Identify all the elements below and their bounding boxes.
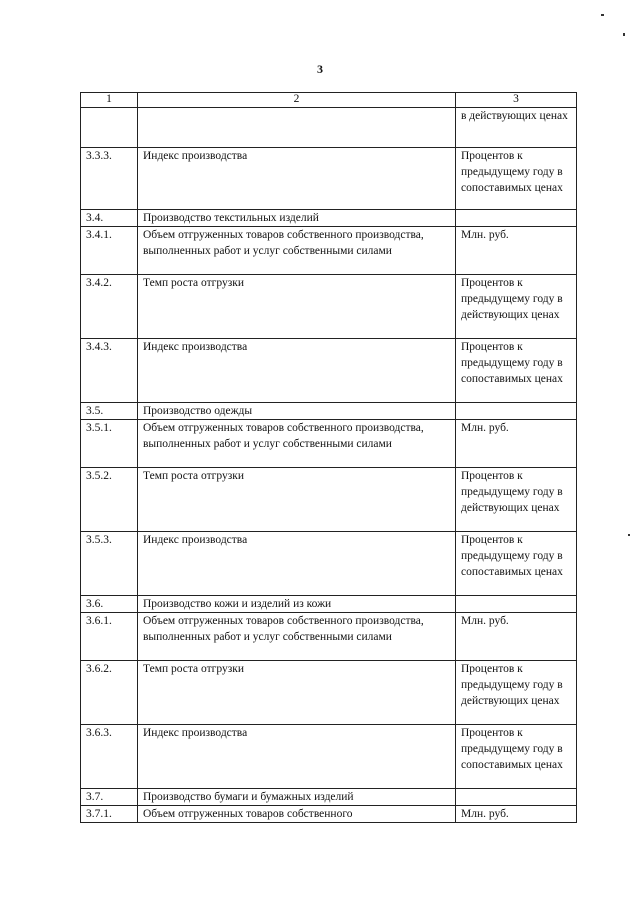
row-number: 3.6. (81, 596, 138, 613)
row-number: 3.5.1. (81, 420, 138, 468)
row-unit: Процентов к предыдущему году в сопоставимых ценах (456, 339, 577, 403)
table-row (81, 420, 577, 468)
table-row (81, 108, 577, 148)
row-indicator-name: Индекс производства (138, 148, 456, 210)
page-number: 3 (317, 62, 323, 76)
row-number: 3.7.1. (81, 806, 138, 823)
table-row (81, 725, 577, 789)
row-number (81, 108, 138, 148)
row-number: 3.7. (81, 789, 138, 806)
row-unit: Млн. руб. (456, 806, 577, 823)
row-indicator-name: Темп роста отгрузки (138, 468, 456, 532)
row-unit: Млн. руб. (456, 227, 577, 275)
table-row (81, 339, 577, 403)
row-unit (456, 210, 577, 227)
row-unit (456, 596, 577, 613)
scan-speck (628, 534, 630, 536)
table-row (81, 227, 577, 275)
row-unit: Процентов к предыдущему году в действующих ценах (456, 468, 577, 532)
row-number: 3.5. (81, 403, 138, 420)
row-number: 3.4.3. (81, 339, 138, 403)
row-unit: Млн. руб. (456, 420, 577, 468)
row-number: 3.5.2. (81, 468, 138, 532)
row-number: 3.6.3. (81, 725, 138, 789)
row-indicator-name: Производство текстильных изделий (138, 210, 456, 227)
row-unit: Процентов к предыдущему году в сопоставимых ценах (456, 148, 577, 210)
row-unit (456, 789, 577, 806)
table-row (81, 789, 577, 806)
row-number: 3.4.2. (81, 275, 138, 339)
row-indicator-name: Темп роста отгрузки (138, 275, 456, 339)
row-number: 3.5.3. (81, 532, 138, 596)
column-header-unit: 3 (456, 93, 577, 108)
column-header-name: 2 (138, 93, 456, 108)
row-number: 3.6.2. (81, 661, 138, 725)
row-indicator-name: Индекс производства (138, 532, 456, 596)
row-indicator-name: Производство одежды (138, 403, 456, 420)
row-number: 3.4. (81, 210, 138, 227)
table-row (81, 532, 577, 596)
row-unit: Процентов к предыдущему году в действующих ценах (456, 661, 577, 725)
table-row (81, 275, 577, 339)
row-indicator-name: Объем отгруженных товаров собственного (138, 806, 456, 823)
row-number: 3.3.3. (81, 148, 138, 210)
table-row (81, 596, 577, 613)
row-unit: Процентов к предыдущему году в действующих ценах (456, 275, 577, 339)
table-row (81, 806, 577, 823)
table-row (81, 661, 577, 725)
table-row (81, 613, 577, 661)
row-unit: в действующих ценах (456, 108, 577, 148)
row-unit: Процентов к предыдущему году в сопоставимых ценах (456, 725, 577, 789)
table-row (81, 468, 577, 532)
table-header-row (81, 93, 577, 108)
row-indicator-name: Объем отгруженных товаров собственного производства, выполненных работ и услуг собственными силами (138, 420, 456, 468)
scan-speck (623, 33, 625, 36)
scan-speck (601, 14, 604, 16)
table-body (81, 108, 577, 823)
column-header-number: 1 (81, 93, 138, 108)
row-indicator-name: Объем отгруженных товаров собственного производства, выполненных работ и услуг собственными силами (138, 227, 456, 275)
row-indicator-name: Объем отгруженных товаров собственного производства, выполненных работ и услуг собственными силами (138, 613, 456, 661)
row-indicator-name: Индекс производства (138, 339, 456, 403)
table-row (81, 403, 577, 420)
row-indicator-name: Производство бумаги и бумажных изделий (138, 789, 456, 806)
row-unit: Млн. руб. (456, 613, 577, 661)
row-indicator-name: Индекс производства (138, 725, 456, 789)
table-row (81, 210, 577, 227)
indicators-table (80, 92, 577, 823)
table-row (81, 148, 577, 210)
row-number: 3.4.1. (81, 227, 138, 275)
row-indicator-name (138, 108, 456, 148)
row-number: 3.6.1. (81, 613, 138, 661)
row-indicator-name: Темп роста отгрузки (138, 661, 456, 725)
row-indicator-name: Производство кожи и изделий из кожи (138, 596, 456, 613)
row-unit (456, 403, 577, 420)
row-unit: Процентов к предыдущему году в сопоставимых ценах (456, 532, 577, 596)
